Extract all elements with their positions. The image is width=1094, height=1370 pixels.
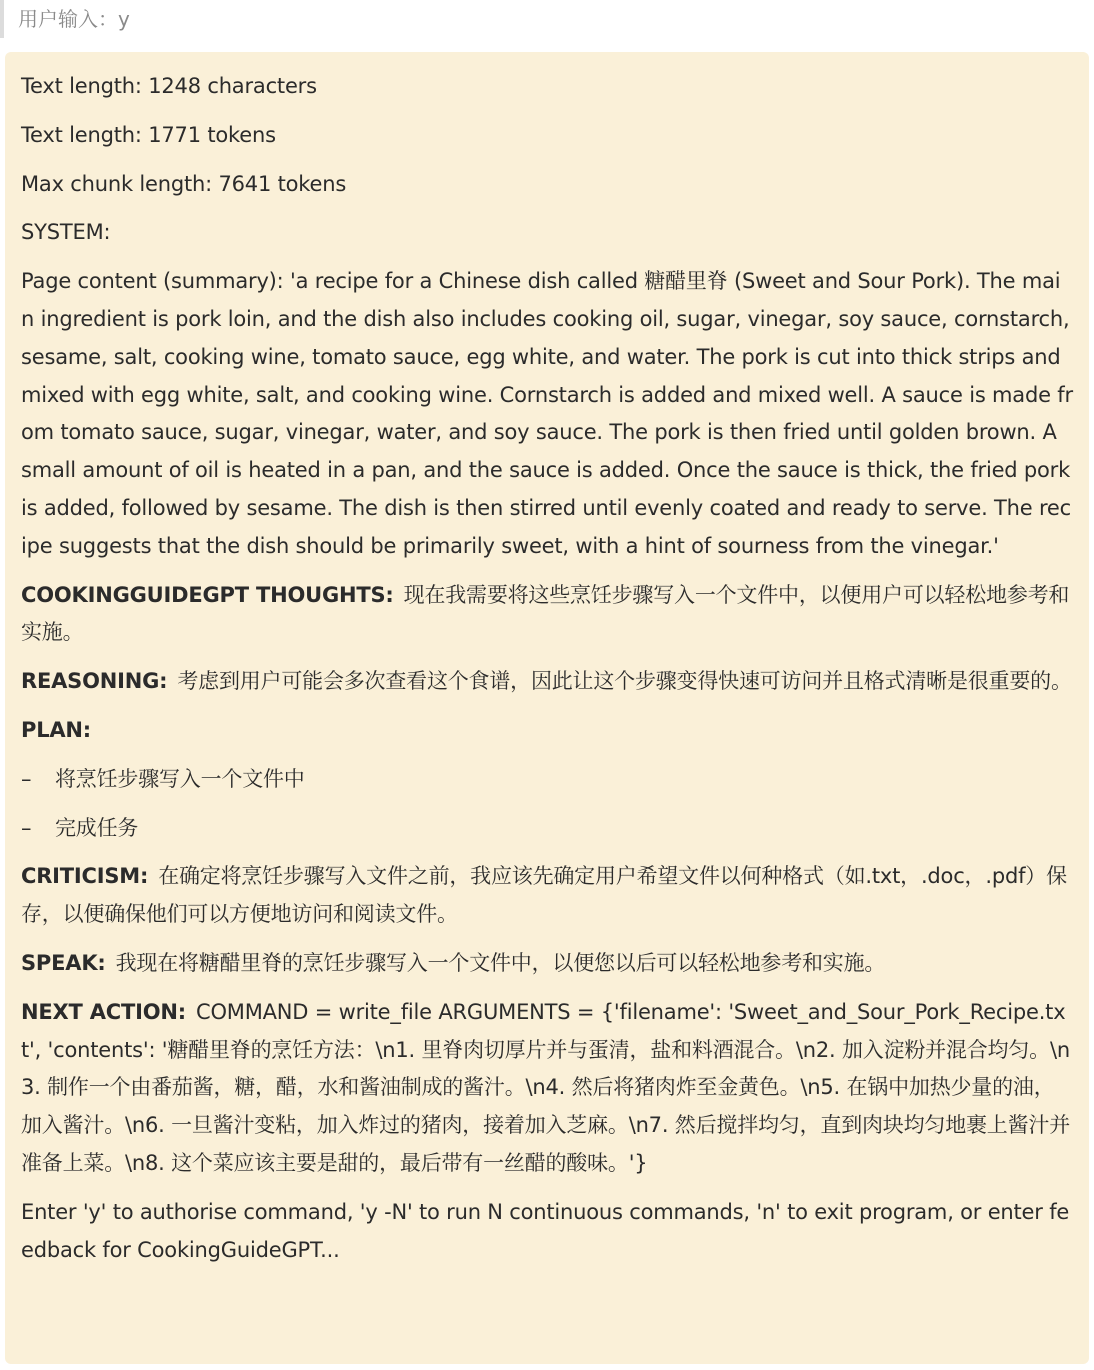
- reasoning-label: REASONING:: [21, 669, 168, 694]
- plan-item-text: 完成任务: [55, 815, 139, 840]
- plan-label: PLAN:: [21, 717, 91, 742]
- authorise-prompt: Enter 'y' to authorise command, 'y -N' to run N continuous commands, 'n' to exit program, or enter feedback for CookingGuideGPT...: [21, 1199, 1070, 1262]
- criticism-text: 在确定将烹饪步骤写入文件之前，我应该先确定用户希望文件以何种格式（如.txt，.doc，.pdf）保存，以便确保他们可以方便地访问和阅读文件。: [21, 864, 1067, 927]
- next-action-section: [21, 994, 1073, 1183]
- reasoning-text: 考虑到用户可能会多次查看这个食谱，因此让这个步骤变得快速可访问并且格式清晰是很重要的。: [177, 669, 1072, 694]
- max-chunk-length: Max chunk length: 7641 tokens: [21, 171, 347, 196]
- speak-label: SPEAK:: [21, 950, 106, 975]
- plan-item-dash: –: [21, 815, 32, 840]
- thoughts-label: COOKINGGUIDEGPT THOUGHTS:: [21, 582, 394, 607]
- criticism-section: [21, 858, 1073, 934]
- thoughts-section: [21, 577, 1073, 653]
- thoughts-text: 现在我需要将这些烹饪步骤写入一个文件中，以便用户可以轻松地参考和实施。: [21, 582, 1070, 645]
- reasoning-section: [21, 663, 1073, 701]
- text-length-chars: Text length: 1248 characters: [21, 74, 317, 98]
- speak-section: [21, 945, 1073, 983]
- output-panel: [5, 52, 1089, 1364]
- speak-text: 我现在将糖醋里脊的烹饪步骤写入一个文件中，以便您以后可以轻松地参考和实施。: [115, 950, 886, 975]
- system-label: SYSTEM:: [21, 220, 111, 245]
- page-content-summary: Page content (summary): 'a recipe for a Chinese dish called 糖醋里脊 (Sweet and Sour Pork). The main ingredient is pork loin, and the dish also includes cooking oil, sugar, vinegar, soy sauce, cornstarch, sesame, salt, cooking wine, tomato sauce, egg white, and water. The pork is cut into thick strips and mixed with egg white, salt, and cooking wine. Cornstarch is added and mixed well. A sauce is made from tomato sauce, sugar, vinegar, water, and soy sauce. The pork is then fried until golden brown. A small amount of oil is heated in a pan, and the sauce is added. Once the sauce is thick, the fried pork is added, followed by sesame. The dish is then stirred until evenly coated and ready to serve. The recipe suggests that the dish should be primarily sweet, with a hint of sourness from the vinegar.': [21, 269, 1073, 558]
- next-action-text: COMMAND = write_file ARGUMENTS = {'filename': 'Sweet_and_Sour_Pork_Recipe.txt', 'contents': '糖醋里脊的烹饪方法：\n1. 里脊肉切厚片并与蛋清，盐和料酒混合。\n2. 加入淀粉并混合均匀。\n3. 制作一个由番茄酱，糖，醋，水和酱油制成的酱汁。\n4. 然后将猪肉炸至金黄色。\n5. 在锅中加热少量的油，加入酱汁。\n6. 一旦酱汁变粘，加入炸过的猪肉，接着加入芝麻。\n7. 然后搅拌均匀，直到肉块均匀地裹上酱汁并准备上菜。\n8. 这个菜应该主要是甜的，最后带有一丝醋的酸味。'}: [21, 999, 1070, 1175]
- plan-item-dash: –: [21, 766, 32, 791]
- plan-item: [21, 761, 1073, 799]
- plan-item: [21, 810, 1073, 848]
- next-action-label: NEXT ACTION:: [21, 999, 186, 1024]
- criticism-label: CRITICISM:: [21, 864, 149, 889]
- text-length-tokens: Text length: 1771 tokens: [21, 122, 276, 147]
- user-input-quote: 用户输入：y: [0, 0, 1094, 38]
- plan-item-text: 将烹饪步骤写入一个文件中: [55, 766, 305, 791]
